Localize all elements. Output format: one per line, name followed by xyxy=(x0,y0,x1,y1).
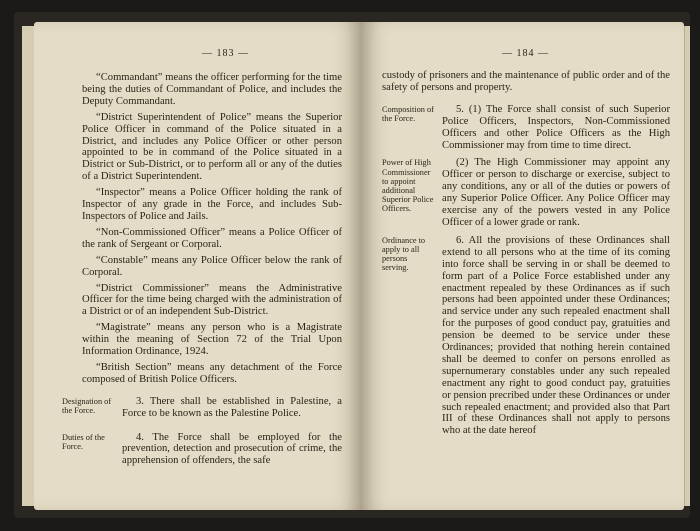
section-4 xyxy=(62,432,342,468)
continuation-text: custody of prisoners and the maintenance of public order and of the safety of persons and property. xyxy=(382,70,670,93)
definition-inspector: “Inspector” means a Police Officer holding the rank of Inspector of any grade in the Force, and includes Sub-Inspectors of Police and Jails. xyxy=(82,187,342,222)
right-page-edges xyxy=(684,26,690,506)
margin-note: Designation of the Force. xyxy=(62,396,112,415)
margin-note: Composition of the Force. xyxy=(382,104,434,124)
right-text-column xyxy=(382,70,670,443)
section-text: 6. All the provisions of these Ordinances shall extend to all persons who at the time of its coming into force shall be serving in or shall be deemed to form part of a Police Force established under any enactment repealed by these Ordinances as if such persons had been appointed under these Ordinances; and service under any such repealed enactment shall for the purposes of good conduct pay, gratuities and pension be deemed to be service under these Ordinances; provided that nothing herein contained shall be deemed to confer on persons enrolled as supernumerary constables under any such repealed enactment any right to good conduct pay, gratuities or pension precribed under these Ordinances or under such repealed enactment; and provided also that Part III of these Ordinances shall not apply to persons who at the date hereof xyxy=(442,234,670,437)
page-number: — 183 — xyxy=(202,48,249,59)
section-text: 4. The Force shall be employed for the prevention, detection and prosecution of crime, the apprehension of offenders, the safe xyxy=(122,431,342,467)
left-page xyxy=(34,22,362,510)
definition-district-commissioner: “District Commissioner” means the Administrative Officer for the time being charged with the administration of a District or of an independent Sub-District. xyxy=(82,282,342,318)
right-page xyxy=(362,22,684,510)
section-text: 5. (1) The Force shall consist of such Superior Police Officers, Inspectors, Non-Commissioned Officers and other Police Officers as the High Commissioner may from time to time direct. xyxy=(442,103,670,151)
margin-note: Duties of the Force. xyxy=(62,432,105,451)
section-5-1 xyxy=(382,104,670,152)
margin-note: Power of High Commissioner to appoint additional Superior Police Officers. xyxy=(382,158,434,214)
left-text-column xyxy=(62,72,342,473)
section-5-2 xyxy=(382,157,670,228)
section-6 xyxy=(382,235,670,437)
section-3 xyxy=(62,396,342,420)
definition-nco: “Non-Commissioned Officer” means a Police Officer of the rank of Sergeant or Corporal. xyxy=(82,226,342,250)
definition-british-section: “British Section” means any detachment of the Force composed of British Police Officers. xyxy=(82,361,342,385)
definition-district-superintendent: “District Superintendent of Police” means the Superior Police Officer in command of the Police situated in a District, and includes any Police Officer or other person appointed to be in command of the Police situated in a District or Sub-District, or to perform all or any of the duties of a District Superintendent. xyxy=(82,111,342,183)
definition-constable: “Constable” means any Police Officer below the rank of Corporal. xyxy=(82,254,342,278)
page-number: — 184 — xyxy=(502,48,549,59)
section-text: 3. There shall be established in Palestine, a Force to be known as the Palestine Police. xyxy=(122,395,342,419)
definition-magistrate: “Magistrate” means any person who is a Magistrate within the meaning of Section 72 of the Trial Upon Information Ordinance, 1924. xyxy=(82,322,342,358)
margin-note: Ordinance to apply to all persons serving. xyxy=(382,235,426,273)
definition-commandant: “Commandant” means the officer performing for the time being the duties of Commandant of Police, and includes the Deputy Commandant. xyxy=(82,72,342,107)
section-text: (2) The High Commissioner may appoint any Officer or person to discharge or exercise, subject to any conditions, any or all of the duties or powers of any Superior Police Officer. Any Police Officer may exercise any of the powers vested in any Police Officer of a lower grade or rank. xyxy=(442,157,670,228)
